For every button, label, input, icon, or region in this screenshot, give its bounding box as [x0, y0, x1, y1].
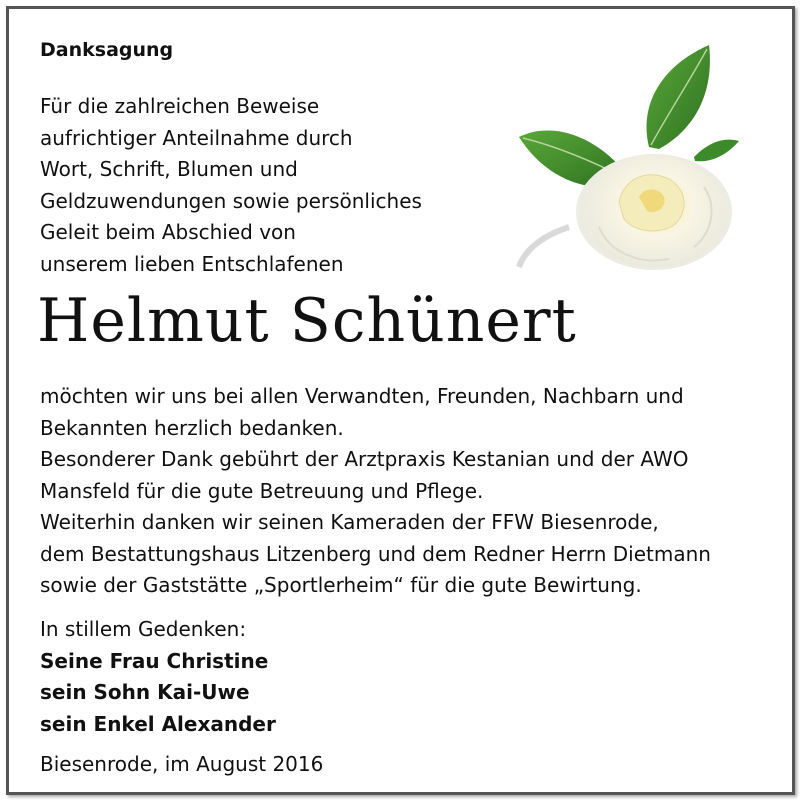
intro-text [40, 91, 422, 280]
thanks-line: Bekannten herzlich bedanken. [40, 415, 344, 440]
intro-line: unserem lieben Entschlafenen [40, 251, 344, 276]
thanks-text [40, 381, 780, 602]
memory-label: In stillem Gedenken: [40, 617, 247, 641]
thanks-line: Mansfeld für die gute Betreuung und Pflege. [40, 478, 484, 503]
place-date: Biesenrode, im August 2016 [40, 752, 324, 776]
thanks-line: Besonderer Dank gebührt der Arztpraxis Kestanian und der AWO [40, 447, 689, 471]
family-member: Seine Frau Christine [40, 648, 269, 673]
family-member: sein Sohn Kai-Uwe [40, 680, 250, 704]
intro-line: Wort, Schrift, Blumen und [40, 157, 298, 181]
obituary-notice [6, 6, 795, 795]
thanks-line: möchten wir uns bei allen Verwandten, Freunden, Nachbarn und [40, 384, 684, 408]
intro-line: Geldzuwendungen sowie persönliches [40, 188, 422, 213]
white-rose-image [499, 37, 749, 277]
thanks-line: Weiterhin danken wir seinen Kameraden der FFW Biesenrode, [40, 510, 659, 534]
intro-line: Für die zahlreichen Beweise [40, 94, 320, 118]
notice-heading: Danksagung [40, 39, 174, 61]
thanks-line: sowie der Gaststätte „Sportlerheim“ für die gute Bewirtung. [40, 573, 642, 597]
family-member: sein Enkel Alexander [40, 711, 276, 736]
thanks-line: dem Bestattungshaus Litzenberg und dem Redner Herrn Dietmann [40, 541, 711, 566]
intro-line: Geleit beim Abschied von [40, 220, 296, 244]
memory-section [40, 614, 276, 740]
deceased-name: Helmut Schünert [37, 286, 577, 356]
intro-line: aufrichtiger Anteilnahme durch [40, 125, 353, 150]
